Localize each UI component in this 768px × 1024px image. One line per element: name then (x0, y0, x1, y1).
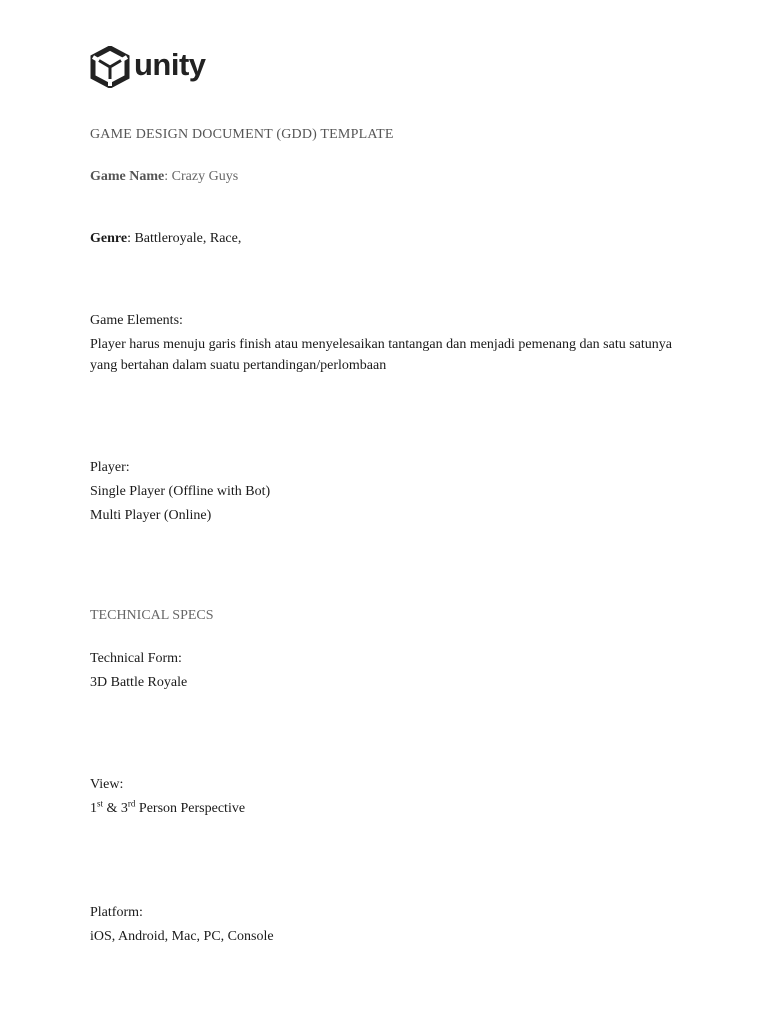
view-third-sup: rd (127, 798, 136, 809)
view-first: 1 (90, 801, 97, 816)
view-label: View: (90, 777, 124, 792)
genre-value: : Battleroyale, Race, (127, 231, 242, 246)
view-amp: & 3 (103, 801, 128, 816)
player-section (90, 457, 270, 526)
player-label: Player: (90, 460, 130, 475)
game-elements-section (90, 310, 690, 376)
view-value (90, 798, 245, 819)
technical-form-value: 3D Battle Royale (90, 675, 188, 690)
unity-cube-icon (90, 46, 130, 88)
view-rest: Person Perspective (135, 801, 246, 816)
document-title: GAME DESIGN DOCUMENT (GDD) TEMPLATE (90, 127, 394, 142)
technical-form-section (90, 648, 187, 693)
platform-value: iOS, Android, Mac, PC, Console (90, 929, 274, 944)
view-first-sup: st (97, 798, 104, 809)
technical-form-label: Technical Form: (90, 651, 182, 666)
player-mode-multi: Multi Player (Online) (90, 508, 212, 523)
game-elements-label: Game Elements: (90, 313, 183, 328)
genre-line (90, 228, 241, 249)
game-name-value: : Crazy Guys (164, 169, 239, 184)
platform-label: Platform: (90, 905, 143, 920)
player-mode-single: Single Player (Offline with Bot) (90, 484, 271, 499)
view-section (90, 774, 245, 819)
technical-specs-heading: TECHNICAL SPECS (90, 608, 214, 623)
game-name-label: Game Name (90, 169, 165, 184)
genre-label: Genre (90, 231, 128, 246)
game-elements-description: Player harus menuju garis finish atau menyelesaikan tantangan dan menjadi pemenang dan satu satunya yang bertahan dalam suatu pertandingan/perlombaan (90, 337, 672, 373)
game-name-line (90, 166, 238, 187)
unity-logo (90, 46, 206, 88)
unity-logo-text: unity (134, 47, 206, 82)
platform-section (90, 902, 274, 947)
